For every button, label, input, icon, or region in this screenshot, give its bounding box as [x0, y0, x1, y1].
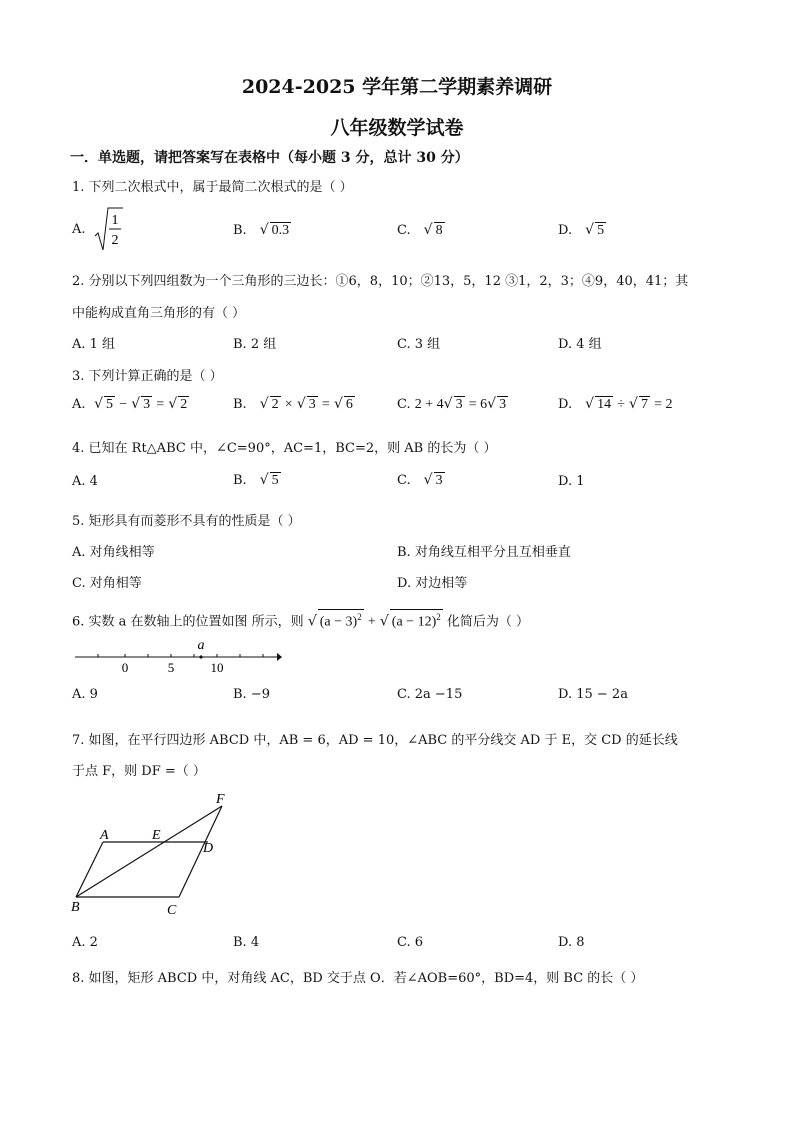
q3-option-a: A. √ 5 − √ 3 = √ 2: [72, 396, 188, 412]
radicand: 3: [143, 397, 151, 412]
question-5-stem: 5. 矩形具有而菱形不具有的性质是（ ）: [72, 514, 301, 529]
stem-text: 化简后为（ ）: [446, 614, 530, 630]
fraction-denominator: 2: [111, 233, 119, 248]
question-3-stem: 3. 下列计算正确的是（ ）: [72, 369, 223, 384]
section-heading: 一．单选题，请把答案写在表格中（每小题 3 分，总计 30 分）: [70, 150, 469, 166]
equals: =: [321, 397, 330, 412]
question-6-stem: 6. 实数 a 在数轴上的位置如图 所示，则 √ $(a - 3)^2$ + √ $(a - 12)^2$ 化简后为（ ）: [72, 609, 529, 631]
q1-option-a: [72, 222, 86, 237]
question-2-stem-line1: 2. 分别以下列四组数为一个三角形的三边长：①6，8，10；②13，5，12 ③1，2，3；④9，40，41；其: [72, 274, 689, 289]
radicand-expression: $(a - 3)^2$: [318, 609, 364, 630]
radicand-expression: $(a - 12)^2$: [390, 609, 443, 630]
exam-subtitle: 八年级数学试卷: [330, 117, 464, 139]
radicand: 2: [180, 397, 188, 412]
option-label: D.: [558, 397, 573, 412]
radicand: 3: [499, 397, 507, 412]
q4-option-b: B. √ 5: [233, 472, 279, 488]
question-7-stem-line1: 7. 如图，在平行四边形 ABCD 中，AB = 6，AD = 10，∠ABC 的平分线交 AD 于 E，交 CD 的延长线: [72, 733, 678, 748]
radicand: 0.3: [271, 223, 290, 238]
option-label: A.: [72, 222, 86, 237]
option-label: C.: [397, 223, 411, 238]
axis-label-10: 10: [210, 660, 224, 675]
option-label: B.: [233, 223, 247, 238]
q5-option-a: A. 对角线相等: [72, 545, 155, 560]
option-label: A.: [72, 397, 86, 412]
option-label: C.: [397, 473, 411, 488]
operator: +: [367, 614, 376, 630]
q6-option-d: D. 15 − 2a: [558, 687, 628, 702]
option-label: D.: [558, 223, 573, 238]
q2-option-c: C. 3 组: [397, 337, 441, 352]
radicand: 5: [271, 473, 279, 488]
q6-option-a: A. 9: [72, 687, 98, 702]
q6-option-b: B. −9: [233, 687, 270, 702]
q4-option-d: D. 1: [558, 474, 585, 489]
equals: =: [156, 397, 165, 412]
q2-option-b: B. 2 组: [233, 337, 277, 352]
q1-option-a-fraction-radical: [94, 206, 124, 252]
expression-part: = 6: [468, 397, 488, 412]
radicand: 8: [435, 223, 443, 238]
operator: ÷: [617, 397, 625, 412]
q3-option-b: B. √ 2 × √ 3 = √ 6: [233, 396, 353, 412]
option-label: B.: [233, 473, 247, 488]
q7-option-b: B. 4: [233, 935, 260, 950]
point-a-label: a: [197, 638, 205, 653]
radicand: 7: [640, 397, 648, 412]
q7-option-a: A. 2: [72, 935, 98, 950]
axis-label-0: 0: [121, 660, 129, 675]
fraction-numerator: 1: [111, 213, 119, 228]
question-4-stem: 4. 已知在 Rt△ABC 中，∠C=90°，AC=1，BC=2，则 AB 的长为（ ）: [72, 441, 497, 456]
q5-option-c: C. 对角相等: [72, 576, 142, 591]
q5-option-d: D. 对边相等: [397, 576, 468, 591]
question-7-stem-line2: 于点 F，则 DF =（ ）: [72, 764, 206, 779]
parallelogram-figure: [66, 786, 241, 921]
q7-option-d: D. 8: [558, 935, 585, 950]
q3-option-d: D. √ 14 ÷ √ 7 = 2: [558, 396, 673, 412]
label-b: B: [71, 900, 80, 915]
exam-title: 2024-2025 学年第二学期素养调研: [241, 76, 553, 98]
q2-option-a: A. 1 组: [72, 337, 116, 352]
expression-part: = 2: [654, 397, 673, 412]
q2-option-d: D. 4 组: [558, 337, 602, 352]
number-line-figure: [70, 634, 285, 676]
radicand: 5: [106, 397, 114, 412]
label-c: C: [167, 903, 177, 918]
label-f: F: [216, 792, 225, 807]
label-d: D: [203, 841, 214, 856]
radicand: 5: [597, 223, 605, 238]
radicand: 3: [455, 397, 463, 412]
label-e: E: [152, 828, 161, 843]
label-a: A: [100, 828, 109, 843]
stem-text: 6. 实数 a 在数轴上的位置如图 所示，则: [72, 614, 304, 630]
radicand: 6: [345, 397, 353, 412]
question-2-stem-line2: 中能构成直角三角形的有（ ）: [72, 306, 246, 321]
radicand: 2: [271, 397, 279, 412]
option-label: B.: [233, 397, 247, 412]
radicand: 3: [308, 397, 316, 412]
operator: −: [119, 397, 128, 412]
q7-option-c: C. 6: [397, 935, 424, 950]
q3-option-c: C. 2 + 4√ 3 = 6√ 3: [397, 396, 507, 412]
option-label: C.: [397, 397, 411, 412]
radicand: 3: [435, 473, 443, 488]
expression-part: 2 + 4: [414, 397, 444, 412]
operator: ×: [284, 397, 293, 412]
q6-option-c: C. 2a −15: [397, 687, 463, 702]
q1-option-b: B. √ 0.3: [233, 222, 290, 238]
q4-option-a: A. 4: [72, 474, 98, 489]
point-a: [199, 655, 202, 658]
axis-label-5: 5: [167, 660, 175, 675]
question-8-stem: 8. 如图，矩形 ABCD 中，对角线 AC，BD 交于点 O．若∠AOB=60°，BD=4，则 BC 的长（ ）: [72, 971, 644, 986]
radicand: 14: [597, 397, 612, 412]
q1-option-d: D. √ 5: [558, 222, 605, 238]
question-1-stem: 1. 下列二次根式中，属于最简二次根式的是（ ）: [72, 180, 353, 195]
q4-option-c: C. √ 3: [397, 472, 443, 488]
q5-option-b: B. 对角线互相平分且互相垂直: [397, 545, 571, 560]
q1-option-c: C. √ 8: [397, 222, 443, 238]
